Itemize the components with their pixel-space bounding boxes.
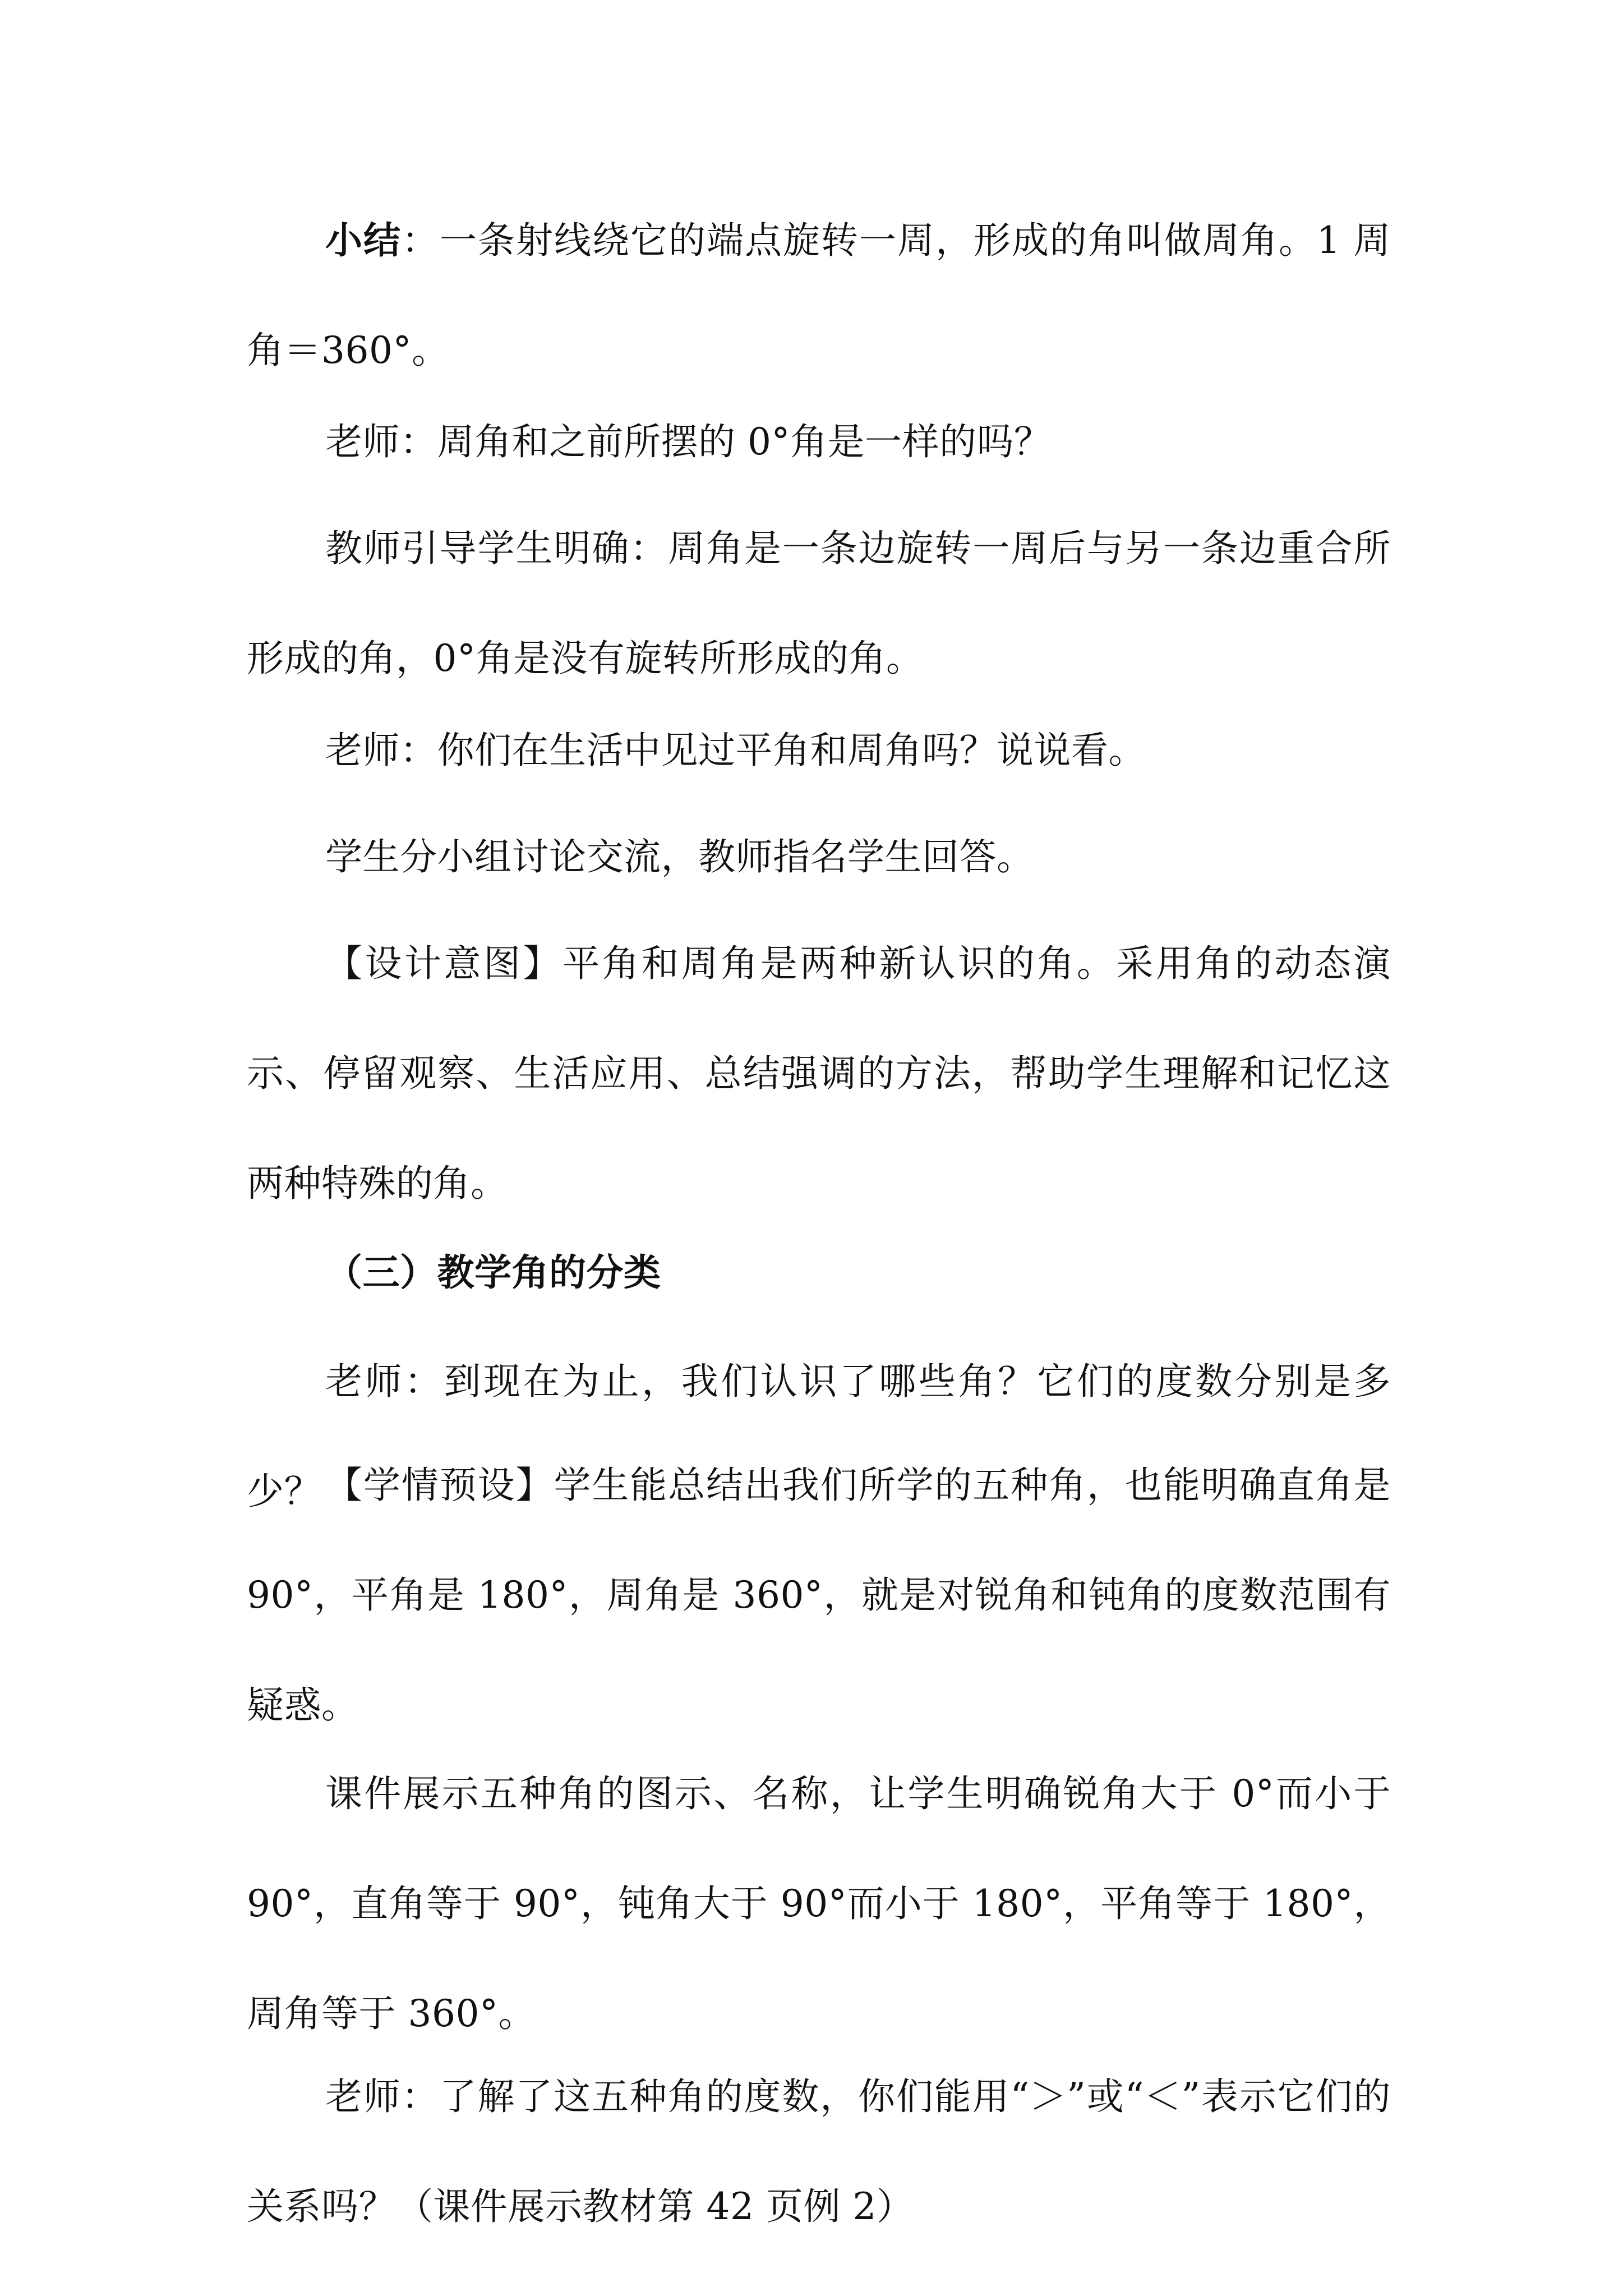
paragraph-courseware: 课件展示五种角的图示、名称，让学生明确锐角大于 0°而小于 90°，直角等于 90°，钝角大于 90°而小于 180°，平角等于 180°，周角等于 360°。 xyxy=(247,1772,1391,2035)
paragraph-teacher-question-2: 老师：你们在生活中见过平角和周角吗？说说看。 xyxy=(325,729,1146,772)
paragraph-teacher-question-3: 老师：到现在为止，我们认识了哪些角？它们的度数分别是多少？ xyxy=(247,1360,1391,1513)
paragraph-teacher-guide: 教师引导学生明确：周角是一条边旋转一周后与另一条边重合所形成的角，0°角是没有旋转所形成的角。 xyxy=(247,527,1391,680)
summary-text: ：一条射线绕它的端点旋转一周，形成的角叫做周角。1 周角＝360°。 xyxy=(247,219,1391,372)
paragraph-learning-preset: 【学情预设】学生能总结出我们所学的五种角，也能明确直角是 90°，平角是 180°，周角是 360°，就是对锐角和钝角的度数范围有疑惑。 xyxy=(247,1464,1391,1727)
paragraph-group-discussion: 学生分小组讨论交流，教师指名学生回答。 xyxy=(325,835,1034,878)
paragraph-summary xyxy=(247,185,1391,406)
paragraph-design-intent: 【设计意图】平角和周角是两种新认识的角。采用角的动态演示、停留观察、生活应用、总结强调的方法，帮助学生理解和记忆这两种特殊的角。 xyxy=(247,942,1391,1205)
paragraph-teacher-question-1: 老师：周角和之前所摆的 0°角是一样的吗？ xyxy=(325,420,1052,463)
paragraph-teacher-question-4: 老师：了解了这五种角的度数，你们能用“＞”或“＜”表示它们的关系吗？（课件展示教材第 42 页例 2） xyxy=(247,2075,1391,2228)
summary-label: 小结 xyxy=(325,218,402,262)
section-heading: （三）教学角的分类 xyxy=(325,1250,661,1294)
